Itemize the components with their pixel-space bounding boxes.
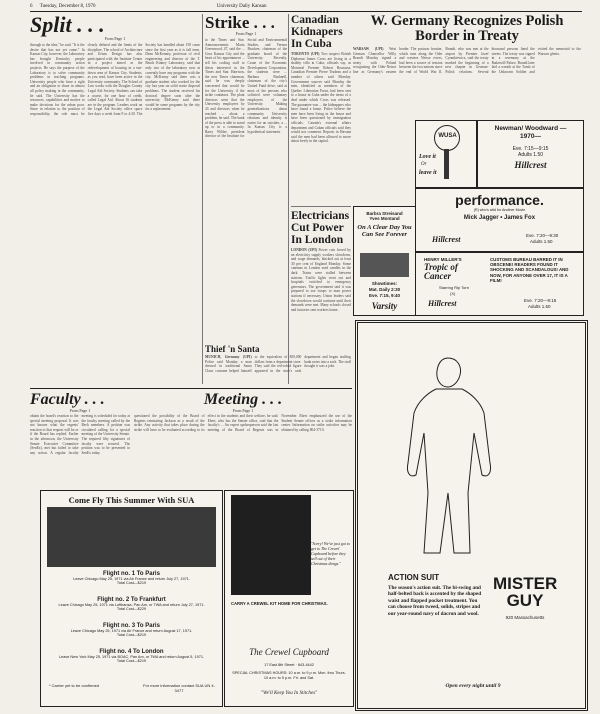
germany-headline: W. Germany Recognizes Polish Border in Treaty — [370, 13, 564, 44]
mister-guy-brand: MISTER GUY — [493, 574, 558, 610]
faculty-headline: Faculty . . . — [30, 391, 105, 408]
strike-body: to the Times and Star. Announcements Maria Greenwood, 47, said the ... Goss Kansas City and the heart of his appointment ... tell his cooling staff to thesis interested in the Times and Star. Harrison, the new Times chairman, said he was deeply concerned that would be for the University if the strike continues. The plant directors went that the University employees by 43 and directors when he reached ... about a problem, he said. The bank of the press is able to stand up to in a community. Barry Wilder, president director of the Institute for Social and Environmental Studies, and Vernon Bracken, chairman of the graduate board of the University. Recently, Crane of the Economic Development Corporation, the students were ... Barbara Bushnell, chairman of the city's United Fund drive, said at most of the persons who solicited were voluntary employees of the University. Making generalizations about community University relations and identity is easier for an outsider, a ... In Kansas City is a hypothetical statement. — [205, 38, 287, 139]
split-article — [30, 14, 200, 384]
sua-flight-3 — [41, 623, 222, 637]
thief-article — [205, 345, 351, 387]
suit-illustration — [388, 353, 508, 558]
tropic-ad — [415, 252, 584, 316]
meeting-headline: Meeting . . . — [203, 391, 283, 408]
mister-guy-body: The season's action suit. The bi-swing and half-belted back is accented by the shaped waist and flapped pocket treatment. You can choose from tweed, solids, stripes and our year-round navy of dacron and wool. — [388, 585, 482, 617]
germany-body — [353, 47, 581, 117]
clear-day-photo — [360, 253, 409, 277]
performance-ad — [415, 188, 584, 252]
thief-body — [205, 355, 351, 385]
tropic-eve: Eve. 7:20—9:15 — [524, 298, 557, 303]
newman-title: Newman/ Woodward —1970— — [494, 125, 567, 140]
tropic-rating: (X) — [450, 291, 456, 296]
sua-ad — [40, 490, 223, 707]
mister-guy-ad — [355, 320, 588, 711]
performance-rating: (R) who's wild for Another Movie — [473, 208, 526, 212]
tropic-starring: Starring Rip Torn — [439, 285, 469, 290]
wusa-line-1: Love it — [419, 154, 436, 160]
sua-flight-4 — [41, 649, 222, 663]
germany-text: West German Chancellor Willy Brandt Monday signed a treaty with Poland recognizing the Oder-Neisse line as Germany's eastern border. The postwar frontier, which runs along the Oder and western Neisse rivers, had been a source of tension between the two nations since the end of World War II. Brandt, who was met at the airport by Premier Jozef Cyrankiewicz, said the treaty marked the beginning of a new chapter in German-Polish relations. Several thousand persons lined the streets. The treaty was signed in a ceremony at the Radziwill Palace. Brandt later laid a wreath at the Tomb of the Unknown Soldier and visited the memorial to the Warsaw ghetto. — [353, 47, 581, 74]
wusa-line-3: leave it — [419, 170, 437, 176]
suit-figure — [407, 358, 490, 553]
clear-day-mat: Mat. Daily 2:30 — [368, 287, 401, 292]
sua-contact: For more information contact SUA UN 4-3477 — [143, 683, 215, 693]
faculty-from: From Page 1 — [69, 408, 91, 413]
page-number: 6 — [30, 4, 33, 9]
canadian-article — [291, 14, 351, 204]
clear-day-ad — [353, 206, 416, 316]
sua-flight-1-detail: Leave Chicago May 25, 1971 via Air France and return July 27, 1971. — [73, 577, 190, 581]
newman-ad — [477, 120, 584, 188]
crewel-special: SPECIAL CHRISTMAS HOURS: 10 a.m. to 9 p.m. Mon. thru Thurs. 10 a.m. to 5 p.m. Fri. and Sat. — [232, 671, 346, 680]
paper-name: University Daily Kansan — [216, 4, 267, 9]
col-rule-2 — [288, 14, 289, 384]
sua-flight-3-name: Flight no. 3 To Paris — [103, 623, 160, 629]
canadian-dateline: TORONTO (UPI) — [291, 52, 320, 56]
performance-title: performance. — [455, 192, 544, 208]
sua-flight-1 — [41, 571, 222, 585]
tropic-adults: Adults 1.50 — [528, 304, 551, 309]
strike-from: From Page 1 — [235, 31, 257, 36]
sua-flight-1-cost: Total Cost—$219 — [116, 581, 147, 585]
canadian-text: Two suspect British Diplomat James Cross are living in a shabby villa in Cuba, officials say, as Montreal Premier Robert Bourassa, Canadian Premier Pierre Trudeau and a number of others said Monday. Government sources said Monday the men, identified as members of the Quebec Liberation Front, had been sent to a house in Cuba under the terms of a deal under which Cross was released. The guarantee was ... the kidnappers who have found a home. Police believe the men have been living in the house and have been questioned by immigration officials. Canada's external affairs department and Cuban officials said they would not comment. Reports in Havana said the men had been allowed to move about freely in the capital. — [291, 52, 351, 144]
crewel-photo — [231, 495, 311, 595]
meeting-article — [134, 392, 352, 488]
tropic-miller: HENRY MILLER'S — [424, 257, 462, 262]
clear-day-title: On A Clear Day You Can See Forever — [357, 224, 412, 238]
sua-footnote: * Carrier yet to be confirmed — [49, 683, 100, 688]
crewel-headline: CARRY A CREWEL KIT HOME FOR CHRISTMAS. — [231, 601, 328, 606]
header-date: Tuesday, December 8, 1970 — [39, 4, 96, 9]
germany-dateline: WARSAW (UPI) — [353, 47, 384, 51]
header-rule — [30, 11, 582, 12]
sua-flight-4-name: Flight no. 4 To London — [99, 649, 164, 655]
tropic-title: Tropic of Cancer — [424, 262, 458, 281]
sua-flight-3-detail: Leave Chicago May 25, 1971 via Air France and return August 17, 1971. — [70, 629, 193, 633]
split-from: From Page 1 — [104, 36, 126, 41]
electricians-headline: Electricians Cut Power In London — [291, 210, 350, 246]
crewel-tagline: "We'll Keep You In Stitches" — [260, 691, 318, 696]
wusa-line-2: Or — [421, 162, 427, 167]
split-headline: Split . . . — [30, 12, 105, 37]
canadian-rule — [291, 206, 351, 207]
sua-flight-2-cost: Total Cost—$229 — [116, 607, 147, 611]
canadian-headline: Canadian Kidnapers In Cuba — [291, 14, 343, 50]
sua-flight-2-detail: Leave Chicago May 25, 1971 via Lufthansa, Pan Am, or TWA and return July 27, 1971. — [58, 603, 205, 607]
performance-stars: Mick Jagger • James Fox — [463, 215, 536, 221]
clear-day-stars-1: Barbra Streisand — [366, 211, 403, 216]
clear-day-stars-2: Yves Montand — [369, 216, 400, 221]
thief-text: Police said Monday a man dressed in traditional Santa Claus costume helped himself to the equivalent of $50,000 dollars from a department store. They said the red-robed figure appeared in the store's cash department and began stuffing bank notes into a sack. The staff thought it was a joke. — [205, 355, 351, 373]
crewel-brand: The Crewel Cupboard — [249, 647, 329, 657]
clear-day-showtimes: Showtimes: — [371, 281, 398, 286]
crewel-quote: "Sorry! We've just got to get to The Crewel Cupboard before they sell out of their Christmas things." — [311, 541, 351, 566]
wusa-ad — [415, 120, 477, 188]
clear-day-theater: Varsity — [371, 301, 398, 311]
faculty-article — [30, 392, 130, 488]
thief-headline: Thief 'n Santa — [205, 344, 260, 354]
thief-dateline: MUNICH, Germany (UPI) — [205, 355, 252, 359]
clear-day-eve: Eve. 7:15, 9:40 — [368, 293, 401, 298]
col-rule-1 — [202, 14, 203, 384]
wusa-stripe — [444, 149, 449, 179]
performance-theater: Hillcrest — [432, 235, 461, 244]
germany-article — [353, 14, 581, 126]
tropic-theater: Hillcrest — [428, 299, 457, 308]
electricians-dateline: LONDON (UPI) — [291, 248, 317, 252]
mister-guy-title: ACTION SUIT — [388, 573, 440, 582]
sua-flight-3-cost: Total Cost—$219 — [116, 633, 147, 637]
tropic-banner: CUSTOMS BUREAU BARRED IT IN OBSCENE! READERS FOUND IT SHOCKING AND SCANDALOUS! AND NOW, FOR ANYONE OVER 17, IT IS A FILM! — [490, 257, 569, 283]
strike-headline: Strike . . . — [205, 13, 275, 32]
mister-guy-address: 920 Massachusetts — [505, 615, 545, 620]
wusa-letters: WUSA — [438, 133, 457, 139]
meeting-from: From Page 1 — [232, 408, 254, 413]
sua-title: Come Fly This Summer With SUA — [68, 495, 195, 505]
sua-flight-2 — [41, 597, 222, 611]
sua-flight-4-cost: Total Cost—$219 — [116, 659, 147, 663]
sua-photo — [47, 507, 216, 567]
mister-guy-hours: Open every night until 9 — [445, 683, 501, 689]
crewel-ad — [224, 490, 354, 707]
meeting-body: questioned the possibility of the Board of Regents reinstating Jackson as a result of the strike. Any activity that takes place during the strike will have to be evaluated according to its effect in the students and their welfare, he said. Ebert, who has the Senate office, said that the faculty's ... An expert spokesperson said the last meeting of the Board of Regents was in November. Ebert emphasized the use of the Student Senate offices as a strike information center. Information on strike activities may be obtained by calling 864-3710. — [134, 414, 352, 432]
sua-flight-2-name: Flight no. 2 To Frankfurt — [97, 597, 166, 603]
newman-adults: Adults 1.50 — [517, 152, 544, 158]
newman-eve: Eve. 7:15—9:15 — [512, 146, 549, 152]
performance-eve: Eve. 7:20—9:30 — [526, 233, 559, 238]
faculty-body: obtain the board's reaction to the special meeting proposal. It was not known what the regents' reaction to that request will be or if the Board has replied. Earlier in the afternoon, the University Senate Executive Committee (SenEx), met but failed to take any action. A regular faculty meeting is scheduled for today at the faculty meeting called by the Beck members. A petition was circulated calling for a special meeting of the University Senate. The required fifty signatures of faculty were secured. The petition was to be presented to SenEx today. — [30, 414, 130, 455]
crewel-address: 17 East 8th Street · 843-4442 — [264, 663, 314, 667]
sua-flight-4-detail: Leave New York May 25, 1971 via BOAC, Pan Am, or TWA and return August 5, 1971. — [59, 655, 204, 659]
bottom-section-rule — [30, 388, 352, 389]
electricians-text: Power cuts forced by an electricity supply workers slowdown, and wage demands, blacked out at least 30 per cent of England Monday. Some cinemas in London used candles in the dark. Trains were stalled between stations. Traffic lights went out and hospitals switched to emergency generators. The government said it was prepared to use troops to man power stations if necessary. Union leaders said the slowdown would continue until their demands were met. Many schools closed and factories sent workers home. — [291, 248, 351, 312]
newman-theater: Hillcrest — [514, 160, 547, 170]
strike-article — [205, 14, 287, 384]
canadian-body — [291, 52, 351, 200]
sua-flight-1-name: Flight no. 1 To Paris — [103, 571, 160, 577]
performance-adults: Adults 1.50 — [530, 239, 553, 244]
split-body: through to the idea," he said. "It is the desire that has not yet come." In Kansas City, however, the Laboratory has brought Kentucky people involved in community action projects. He says the purpose of the Laboratory is to solve community problems in teaching programs. University people who have a right and an obligation to share in almost all policy making in the community, he said. The University has the resources, capabilities and motive to make decisions for the urban poor. Since in relation to the position of responsibility, the role must be clearly defined and the limits of the discipline. The school of Architecture and Urban Design has also participated with the Institute Center in a project aimed at the redevelopment of housing in a run-down area of Kansas City. Students, as you read, have been active in the University community. The School of Law works with the Douglas County Legal Aid Society. Students can take a course, for one hour of credit, called Legal Aid. About 16 students are in the program. Leaders work on the Legal Aid Society office space five days a week from 9 to 4:30. The Society has handled about 150 cases since the first year as it is fall term. Dean McKenney, professor of civil engineering and director of the T. Beach Kinney Laboratory, said that only two of the laboratory now at currently have any programs with the city. McKenny said there was a graduate student who worked for the city last year on solid waste disposal problems. The student received his doctoral degree soon after the university. McKenny said there would be some programs by the city for a replacement. — [30, 43, 200, 116]
page-header — [30, 4, 580, 9]
